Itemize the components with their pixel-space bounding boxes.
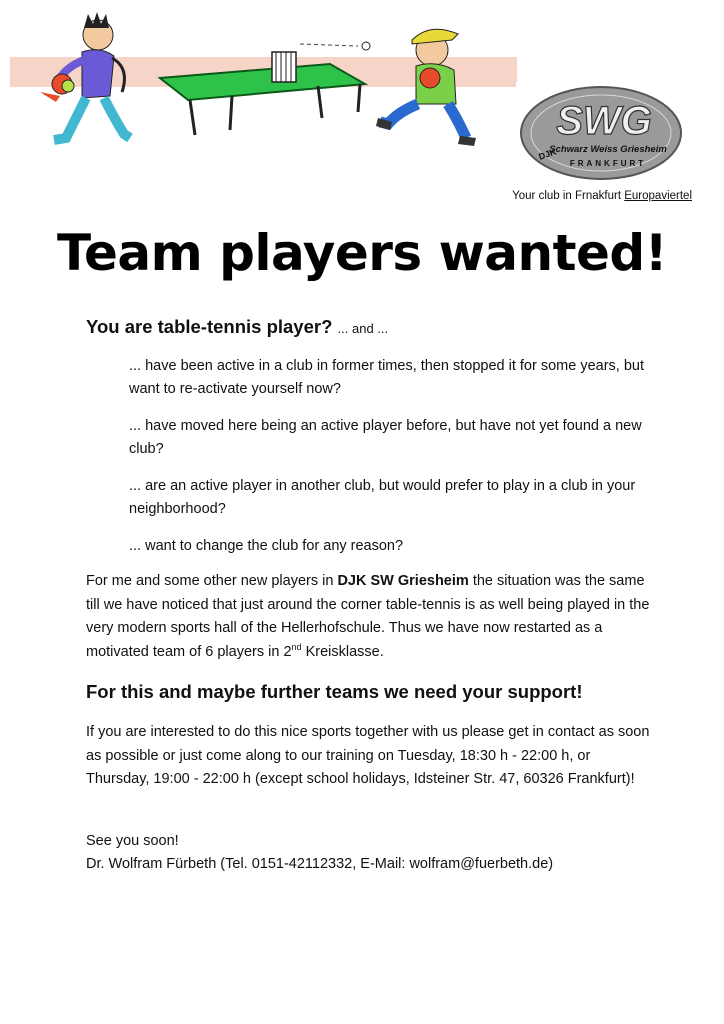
bullet-item: ... want to change the club for any reason?	[129, 538, 404, 554]
bullet-item: ... are an active player in another club, but would prefer to play in a club in your neighborhood?	[129, 478, 636, 517]
ball	[362, 42, 370, 50]
para1-after: the situation was the same till we have noticed that just around the corner table-tennis is as well being played in the very modern sports hall of the Hellerhofschule. Thus we have now restarted as a motivated team of 6 players in 2	[86, 573, 650, 660]
question-main: You are table-tennis player?	[86, 316, 333, 337]
greeting: See you soon!	[86, 833, 179, 849]
training-paragraph: If you are interested to do this nice sports together with us please get in contact as soon as possible or just come along to our training on Tuesday, 18:30 h - 22:00 h, or Thursday, 19:00 - 22:00 h (except school holidays, Idsteiner Str. 47, 60326 Frankfurt)!	[86, 724, 650, 787]
question-tail: ... and ...	[337, 321, 389, 336]
para1-before: For me and some other new players in	[86, 573, 338, 589]
bullet-item: ... have moved here being an active player before, but have not yet found a new club?	[129, 418, 642, 457]
story-paragraph	[86, 570, 656, 664]
tagline-link[interactable]: Europaviertel	[624, 190, 692, 202]
ordinal-suffix: nd	[291, 641, 302, 652]
support-heading: For this and maybe further teams we need your support!	[86, 681, 583, 702]
question-heading	[86, 316, 388, 338]
logo-club-name: Schwarz Weiss Griesheim	[549, 144, 667, 155]
page-title: Team players wanted!	[56, 224, 668, 282]
right-player	[376, 29, 476, 146]
club-logo	[516, 82, 686, 184]
tagline-text: Your club in Frnakfurt	[512, 190, 622, 202]
logo-city: FRANKFURT	[569, 159, 647, 168]
bullet-item: ... have been active in a club in former times, then stopped it for some years, but want to re-activate yourself now?	[129, 358, 645, 397]
contact-line: Dr. Wolfram Fürbeth (Tel. 0151-42112332, E-Mail: wolfram@fuerbeth.de)	[86, 856, 554, 872]
table-tennis-illustration	[0, 0, 520, 160]
logo-small: DJK	[537, 146, 558, 162]
signoff	[86, 830, 553, 876]
club-name: DJK SW Griesheim	[337, 573, 469, 589]
logo-letters: SWG	[556, 99, 652, 143]
tagline	[512, 190, 692, 202]
para1-end: Kreisklasse.	[301, 643, 384, 660]
